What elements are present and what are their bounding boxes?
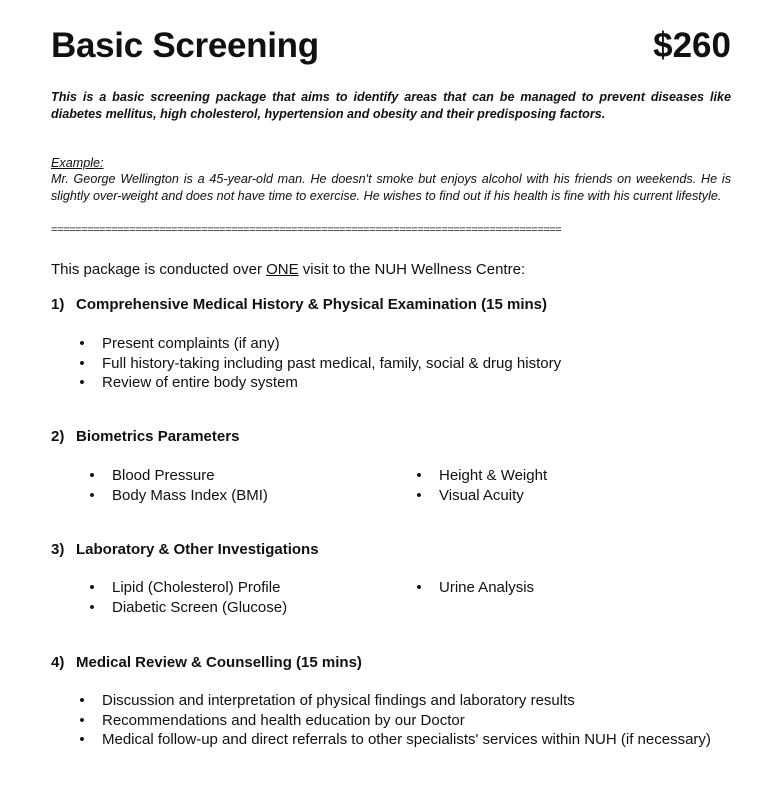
list-item-text: Lipid (Cholesterol) Profile [112,579,281,596]
intro-paragraph: This is a basic screening package that aims to identify areas that can be managed to prevent diseases like diabetes mellitus, high cholesterol, hypertension and obesity and their predisposing factors. [51,90,731,121]
bullet-icon: • [79,335,85,352]
section-title: Laboratory & Other Investigations [76,541,319,558]
bullet-icon: • [416,579,422,596]
list-item [86,578,366,598]
list-item [76,354,676,374]
conduct-emphasis: ONE [266,261,299,278]
list-item-text: Present complaints (if any) [102,335,280,352]
example-label: Example: [51,156,104,170]
list-item [76,334,676,354]
list-item [76,730,731,750]
list-item-text: Full history-taking including past medical, family, social & drug history [102,354,562,372]
section-2-left-list [86,466,366,505]
list-item [76,691,731,711]
section-2-right-list [413,466,693,505]
title-row [51,26,731,70]
section-heading-3 [51,541,319,559]
section-4-list [76,691,731,750]
section-number: 1) [51,296,65,313]
section-heading-2 [51,428,239,446]
list-item-text: Blood Pressure [112,467,215,484]
list-item [76,373,676,393]
list-item-text: Medical follow-up and direct referrals to other specialists' services within NUH (if necessary) [102,731,711,748]
bullet-icon: • [416,467,422,484]
list-item-text: Review of entire body system [102,374,298,391]
list-item-text: Height & Weight [439,467,548,484]
list-item-text: Recommendations and health education by our Doctor [102,711,465,729]
list-item [413,466,693,486]
list-item-text: Discussion and interpretation of physical findings and laboratory results [102,692,575,709]
list-item-text: Body Mass Index (BMI) [112,486,268,504]
section-3-left-list [86,578,366,617]
example-text: Mr. George Wellington is a 45-year-old man. He doesn't smoke but enjoys alcohol with his friends on weekends. He is slightly over-weight and does not have time to exercise. He wishes to find out if his health is fine with his current lifestyle. [51,172,731,203]
divider-rule: ===================================================================================== [51,225,562,237]
list-item [413,578,693,598]
list-item-text: Visual Acuity [439,486,524,504]
section-1-list [76,334,676,393]
section-heading-4 [51,654,362,672]
conduct-before: This package is conducted over [51,261,267,278]
section-title: Comprehensive Medical History & Physical Examination (15 mins) [76,296,547,313]
section-number: 3) [51,541,65,558]
list-item [86,598,366,618]
conduct-sentence [51,261,525,279]
bullet-icon: • [89,467,95,484]
section-number: 4) [51,654,65,671]
bullet-icon: • [79,731,85,748]
section-title: Medical Review & Counselling (15 mins) [76,654,362,671]
list-item [86,466,366,486]
conduct-after: visit to the NUH Wellness Centre: [298,261,526,278]
bullet-icon: • [89,579,95,596]
list-item [413,486,693,506]
list-item-text: Diabetic Screen (Glucose) [112,598,288,616]
bullet-icon: • [89,598,95,616]
section-title: Biometrics Parameters [76,428,240,445]
package-price: $260 [653,26,731,65]
list-item [86,486,366,506]
package-title: Basic Screening [51,26,319,65]
section-3-right-list [413,578,693,598]
bullet-icon: • [89,486,95,504]
bullet-icon: • [79,711,85,729]
bullet-icon: • [79,374,85,391]
bullet-icon: • [416,486,422,504]
bullet-icon: • [79,354,85,372]
list-item-text: Urine Analysis [439,579,535,596]
section-heading-1 [51,296,547,314]
bullet-icon: • [79,692,85,709]
section-number: 2) [51,428,65,445]
list-item [76,711,731,731]
